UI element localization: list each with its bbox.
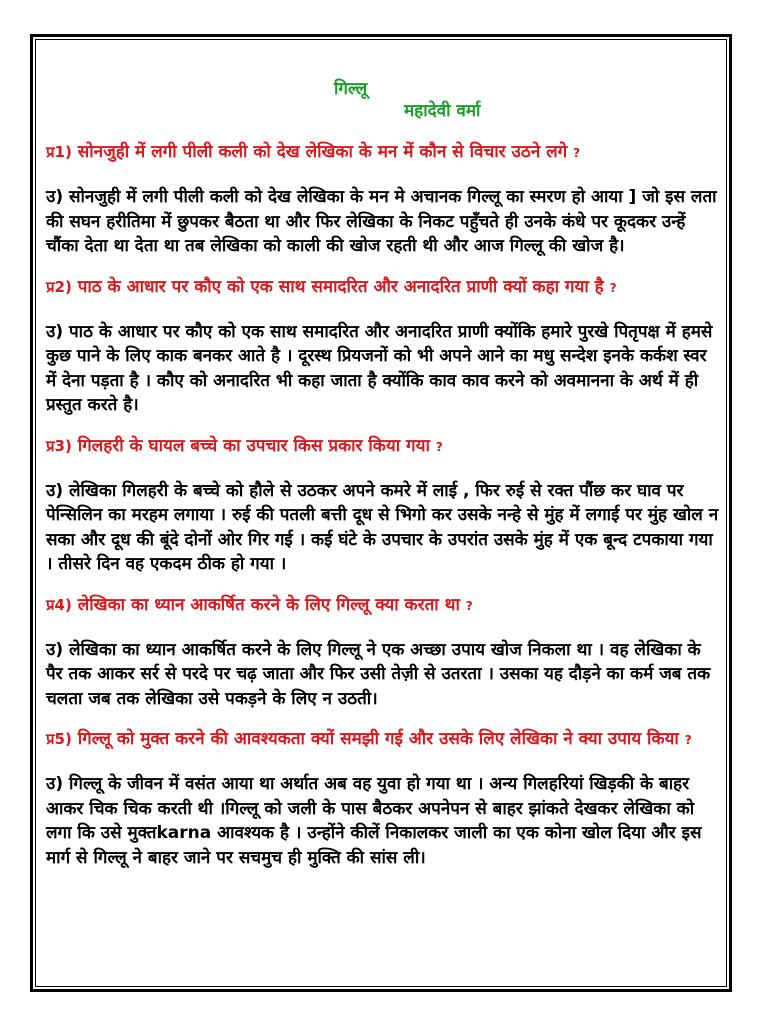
question-text: पाठ के आधार पर कौए को एक साथ समादरित और अनादरित प्राणी क्यों कहा गया है <box>71 276 610 297</box>
question-4 <box>46 593 722 618</box>
question-mark: ? <box>465 598 473 613</box>
question-mark: ? <box>573 146 581 160</box>
question-mark: ? <box>435 439 443 454</box>
answer-1: उ) सोनजुही में लगी पीली कली को देख लेखिका के मन मे अचानक गिल्लू का स्मरण हो आया ] जो इस लता की सघन हरीतिमा में छुपकर बैठता था और फिर लेखिका के निकट पहुँचते ही उनके कंधे पर कूदकर उन्हें चौंका देता था देता था तब लेखिका को काली की खोज रहती थी और आज गिल्लू की खोज है। <box>46 187 717 256</box>
question-number: प्र4) <box>46 595 72 614</box>
answer-3: उ) लेखिका गिलहरी के बच्चे को हौले से उठकर अपने कमरे में लाई , फिर रुई से रक्त पौंछ कर घाव पर पेन्सिलिन का मरहम लगाया । रुई की पतली बत्ती दूध से भिगो कर उसके नन्हे से मुंह में लगाई पर मुंह खोल न सका और दूध की बूंदे दोनों ओर गिर गई । कई घंटे के उपचार के उपरांत उसके मुंह में एक बून्द टपकाया गया । तीसरे दिन वह एकदम ठीक हो गया । <box>46 480 719 574</box>
question-number: प्र1) <box>46 143 72 161</box>
question-text: गिलहरी के घायल बच्चे का उपचार किस प्रकार किया गया <box>71 435 436 456</box>
question-text: गिल्लू को मुक्त करने की आवश्यकता क्यों समझी गई और उसके लिए लेखिका ने क्या उपाय किया <box>71 729 685 749</box>
question-number: प्र3) <box>46 436 72 455</box>
question-2 <box>46 275 722 300</box>
question-1 <box>46 140 722 165</box>
question-text: सोनजुही में लगी पीली कली को देख लेखिका के मन में कौन से विचार उठने लगे <box>71 142 574 162</box>
qa-block-2 <box>46 275 722 418</box>
document-author: महादेवी वर्मा <box>404 101 481 121</box>
question-number: प्र5) <box>46 730 72 748</box>
qa-block-3 <box>46 434 722 577</box>
qa-block-1 <box>46 140 722 259</box>
qa-block-5 <box>46 727 722 870</box>
question-3 <box>46 434 722 459</box>
question-5 <box>46 727 722 752</box>
answer-5: उ) गिल्लू के जीवन में वसंत आया था अर्थात अब वह युवा हो गया था । अन्य गिलहरियां खिड़की के बाहर आकर चिक चिक करती थी ।गिल्लू को जली के पास बैठकर अपनेपन से बाहर झांकते देखकर लेखिका को लगा कि उसे मुक्तkarna आवश्यक है । उन्होंने कीलें निकालकर जाली का एक कोना खोल दिया और इस मार्ग से गिल्लू ने बाहर जाने पर सचमुच ही मुक्ति की सांस ली। <box>46 774 702 868</box>
qa-block-4 <box>46 593 722 712</box>
question-text: लेखिका का ध्यान आकर्षित करने के लिए गिल्लू क्या करता था <box>71 594 466 615</box>
document-title: गिल्लू <box>334 79 368 99</box>
question-number: प्र2) <box>46 277 72 296</box>
question-mark: ? <box>684 733 692 747</box>
answer-2: उ) पाठ के आधार पर कौए को एक साथ समादरित और अनादरित प्राणी क्योंकि हमारे पुरखे पितृपक्ष में हमसे कुछ पाने के लिए काक बनकर आते है । दूरस्थ प्रियजनों को भी अपने आने का मधु सन्देश इनके कर्कश स्वर में देना पड़ता है । कौए को अनादरित भी कहा जाता है क्योंकि काव काव करने को अवमानना के अर्थ में ही प्रस्तुत करते है। <box>46 321 713 415</box>
document-content <box>46 78 722 886</box>
question-mark: ? <box>609 280 617 295</box>
answer-4: उ) लेखिका का ध्यान आकर्षित करने के लिए गिल्लू ने एक अच्छा उपाय खोज निकला था । वह लेखिका के पैर तक आकर सर्र से परदे पर चढ़ जाता और फिर उसी तेज़ी से उतरता । उसका यह दौड़ने का कर्म जब तक चलता जब तक लेखिका उसे पकड़ने के लिए न उठती। <box>46 639 711 709</box>
